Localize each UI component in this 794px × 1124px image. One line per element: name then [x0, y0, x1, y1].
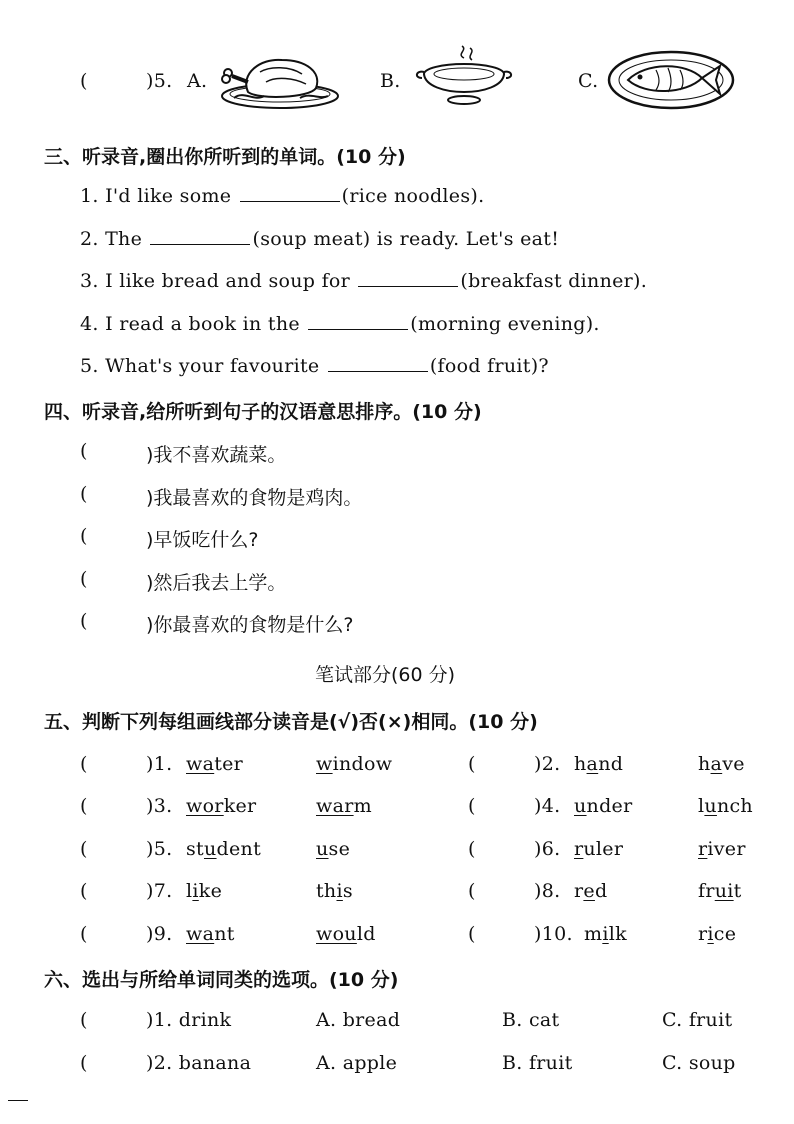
section-3-item	[80, 355, 549, 377]
question-number: )5.	[146, 838, 173, 860]
section-5-title: 五、判断下列每组画线部分读音是(√)否(×)相同。(10 分)	[44, 711, 538, 733]
question-word: )2. banana	[146, 1052, 252, 1074]
word: window	[316, 753, 393, 775]
ordering-item: )你最喜欢的食物是什么?	[146, 614, 354, 636]
option-b: B. fruit	[502, 1052, 573, 1074]
option-c-label: C.	[578, 70, 599, 92]
item-choices: (rice noodles).	[341, 185, 485, 207]
item-text: What's your favourite	[105, 355, 320, 377]
paren-open: (	[80, 838, 88, 860]
section-6-title: 六、选出与所给单词同类的选项。(10 分)	[44, 969, 399, 991]
word: like	[186, 880, 223, 902]
answer-blank[interactable]	[308, 313, 408, 330]
question-number: )1.	[146, 753, 173, 775]
word: this	[316, 880, 353, 902]
paren-open: (	[468, 880, 476, 902]
option-a: A. apple	[316, 1052, 398, 1074]
option-c: C. fruit	[662, 1009, 733, 1031]
item-text: The	[105, 228, 143, 250]
question-number: )4.	[534, 795, 561, 817]
paren-open: (	[80, 568, 88, 590]
question-word: )1. drink	[146, 1009, 232, 1031]
word: milk	[584, 923, 627, 945]
section-3-title: 三、听录音,圈出你所听到的单词。(10 分)	[44, 146, 406, 168]
question-number: )5.	[146, 70, 173, 92]
margin-mark	[8, 1100, 28, 1101]
section-3-item	[80, 228, 559, 250]
option-b: B. cat	[502, 1009, 560, 1031]
paren-open: (	[468, 753, 476, 775]
paren-open: (	[80, 610, 88, 632]
word: use	[316, 838, 351, 860]
word: rice	[698, 923, 737, 945]
paren-open: (	[80, 923, 88, 945]
question-number: )3.	[146, 795, 173, 817]
ordering-item: )然后我去上学。	[146, 572, 287, 594]
item-number: 1.	[80, 185, 99, 207]
answer-blank[interactable]	[328, 355, 428, 372]
item-choices: (food fruit)?	[429, 355, 549, 377]
word: under	[574, 795, 633, 817]
option-a-label: A.	[187, 70, 208, 92]
question-number: )10.	[534, 923, 573, 945]
word: student	[186, 838, 262, 860]
paren-open: (	[468, 923, 476, 945]
section-3-item	[80, 185, 484, 207]
soup-bowl-icon	[412, 42, 518, 112]
section-3-item	[80, 270, 647, 292]
paren-open: (	[468, 838, 476, 860]
question-number: )7.	[146, 880, 173, 902]
question-number: )8.	[534, 880, 561, 902]
word: ruler	[574, 838, 624, 860]
item-number: 4.	[80, 313, 99, 335]
word: warm	[316, 795, 372, 817]
ordering-item: )早饭吃什么?	[146, 529, 259, 551]
item-text: I read a book in the	[105, 313, 300, 335]
item-choices: (breakfast dinner).	[460, 270, 648, 292]
paren-open: (	[80, 440, 88, 462]
word: have	[698, 753, 745, 775]
question-number: )6.	[534, 838, 561, 860]
paren-open: (	[80, 483, 88, 505]
paren-open: (	[80, 753, 88, 775]
paren-open: (	[80, 880, 88, 902]
written-part-title: 笔试部分(60 分)	[315, 664, 456, 686]
roast-chicken-icon	[210, 52, 340, 110]
option-a: A. bread	[316, 1009, 401, 1031]
item-choices: (soup meat) is ready. Let's eat!	[252, 228, 560, 250]
item-choices: (morning evening).	[410, 313, 600, 335]
answer-blank[interactable]	[240, 185, 340, 202]
section-3-item	[80, 313, 600, 335]
section-4-title: 四、听录音,给所听到句子的汉语意思排序。(10 分)	[44, 401, 482, 423]
item-text: I like bread and soup for	[105, 270, 351, 292]
answer-blank[interactable]	[358, 270, 458, 287]
item-number: 3.	[80, 270, 99, 292]
word: hand	[574, 753, 624, 775]
paren-open: (	[80, 1052, 88, 1074]
paren-open: (	[468, 795, 476, 817]
option-b-label: B.	[380, 70, 401, 92]
question-number: )2.	[534, 753, 561, 775]
item-text: I'd like some	[105, 185, 232, 207]
ordering-item: )我不喜欢蔬菜。	[146, 444, 287, 466]
ordering-item: )我最喜欢的食物是鸡肉。	[146, 487, 363, 509]
paren-open: (	[80, 1009, 88, 1031]
item-number: 5.	[80, 355, 99, 377]
word: red	[574, 880, 608, 902]
paren-open: (	[80, 795, 88, 817]
word: water	[186, 753, 244, 775]
word: river	[698, 838, 746, 860]
option-c: C. soup	[662, 1052, 736, 1074]
paren-open: (	[80, 525, 88, 547]
word: want	[186, 923, 235, 945]
word: lunch	[698, 795, 753, 817]
paren-open: (	[80, 70, 88, 92]
word: fruit	[698, 880, 742, 902]
question-number: )9.	[146, 923, 173, 945]
word: worker	[186, 795, 257, 817]
fish-plate-icon	[606, 48, 736, 112]
answer-blank[interactable]	[150, 228, 250, 245]
word: would	[316, 923, 376, 945]
item-number: 2.	[80, 228, 99, 250]
